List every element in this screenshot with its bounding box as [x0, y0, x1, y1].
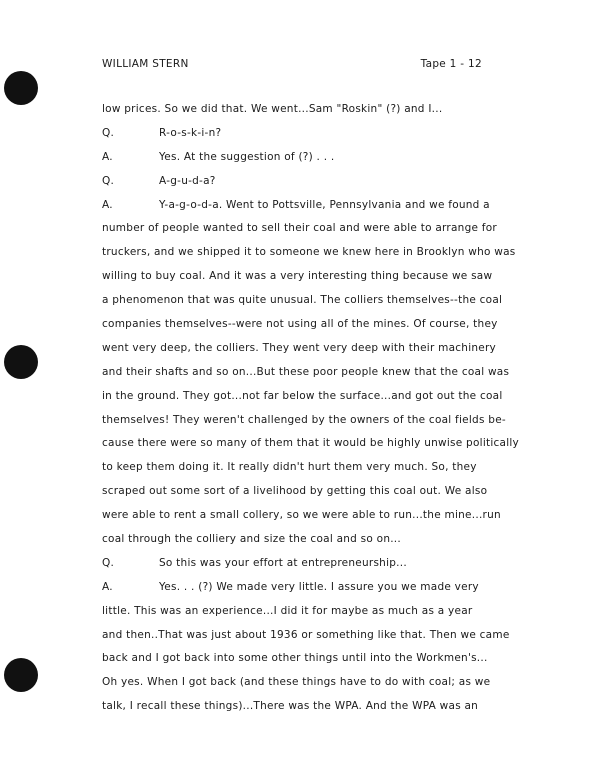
transcript-line [102, 198, 564, 222]
transcript-line [102, 365, 564, 389]
transcript-line [102, 102, 564, 126]
line-text: Oh yes. When I got back (and these things have to do with coal; as we [102, 676, 491, 689]
transcript-line [102, 436, 564, 460]
line-text: talk, I recall these things)...There was the WPA. And the WPA was an [102, 700, 479, 713]
line-text: Yes. At the suggestion of (?) . . . [159, 150, 335, 163]
speaker-label: Q. [102, 126, 115, 139]
transcript-line [102, 317, 564, 341]
line-text: in the ground. They got...not far below the surface...and got out the coal [102, 389, 503, 402]
transcript-line [102, 699, 564, 723]
transcript-line [102, 389, 564, 413]
transcript-line [102, 174, 564, 198]
interviewee-name: WILLIAM STERN [102, 58, 189, 70]
transcript-line [102, 150, 564, 174]
line-text: cause there were so many of them that it would be highly unwise politically [102, 437, 520, 450]
binder-hole-middle [4, 345, 38, 379]
line-text: to keep them doing it. It really didn't hurt them very much. So, they [102, 461, 477, 474]
binder-hole-top [4, 71, 38, 105]
line-text: Yes. . . (?) We made very little. I assure you we made very [159, 580, 479, 593]
transcript-line [102, 293, 564, 317]
line-text: coal through the colliery and size the coal and so on... [102, 533, 401, 546]
line-text: and then..That was just about 1936 or something like that. Then we came [102, 628, 510, 641]
speaker-label: A. [102, 580, 113, 593]
transcript-line [102, 341, 564, 365]
speaker-label: Q. [102, 556, 115, 569]
transcript-line [102, 269, 564, 293]
binder-hole-bottom [4, 658, 38, 692]
transcript-line [102, 413, 564, 437]
page-header [102, 58, 482, 74]
transcript-line [102, 221, 564, 245]
line-text: little. This was an experience...I did it for maybe as much as a year [102, 604, 473, 617]
transcript-line [102, 126, 564, 150]
line-text: willing to buy coal. And it was a very interesting thing because we saw [102, 270, 493, 283]
line-text: back and I got back into some other things until into the Workmen's... [102, 652, 488, 665]
transcript-line [102, 628, 564, 652]
tape-page-number: Tape 1 - 12 [420, 58, 482, 70]
line-text: themselves! They weren't challenged by the owners of the coal fields be- [102, 413, 506, 426]
line-text: were able to rent a small collery, so we were able to run...the mine...run [102, 509, 501, 522]
transcript-line [102, 245, 564, 269]
transcript-line [102, 580, 564, 604]
transcript-body [102, 102, 564, 723]
transcript-line [102, 556, 564, 580]
transcript-line [102, 604, 564, 628]
speaker-label: A. [102, 150, 113, 163]
transcript-line [102, 460, 564, 484]
line-text: low prices. So we did that. We went...Sam "Roskin" (?) and I... [102, 103, 443, 115]
line-text: number of people wanted to sell their coal and were able to arrange for [102, 222, 497, 235]
transcript-line [102, 508, 564, 532]
transcript-line [102, 484, 564, 508]
line-text: companies themselves--were not using all of the mines. Of course, they [102, 318, 498, 331]
transcript-line [102, 651, 564, 675]
line-text: a phenomenon that was quite unusual. The colliers themselves--the coal [102, 294, 503, 307]
transcript-line [102, 532, 564, 556]
line-text: truckers, and we shipped it to someone we knew here in Brooklyn who was [102, 246, 516, 259]
line-text: A-g-u-d-a? [159, 174, 216, 187]
line-text: went very deep, the colliers. They went very deep with their machinery [102, 341, 497, 354]
speaker-label: Q. [102, 174, 115, 187]
line-text: and their shafts and so on...But these poor people knew that the coal was [102, 365, 510, 378]
speaker-label: A. [102, 198, 113, 211]
line-text: So this was your effort at entrepreneurship... [159, 556, 407, 569]
line-text: Y-a-g-o-d-a. Went to Pottsville, Pennsylvania and we found a [159, 198, 490, 211]
line-text: R-o-s-k-i-n? [159, 126, 222, 139]
transcript-line [102, 675, 564, 699]
line-text: scraped out some sort of a livelihood by getting this coal out. We also [102, 485, 488, 498]
